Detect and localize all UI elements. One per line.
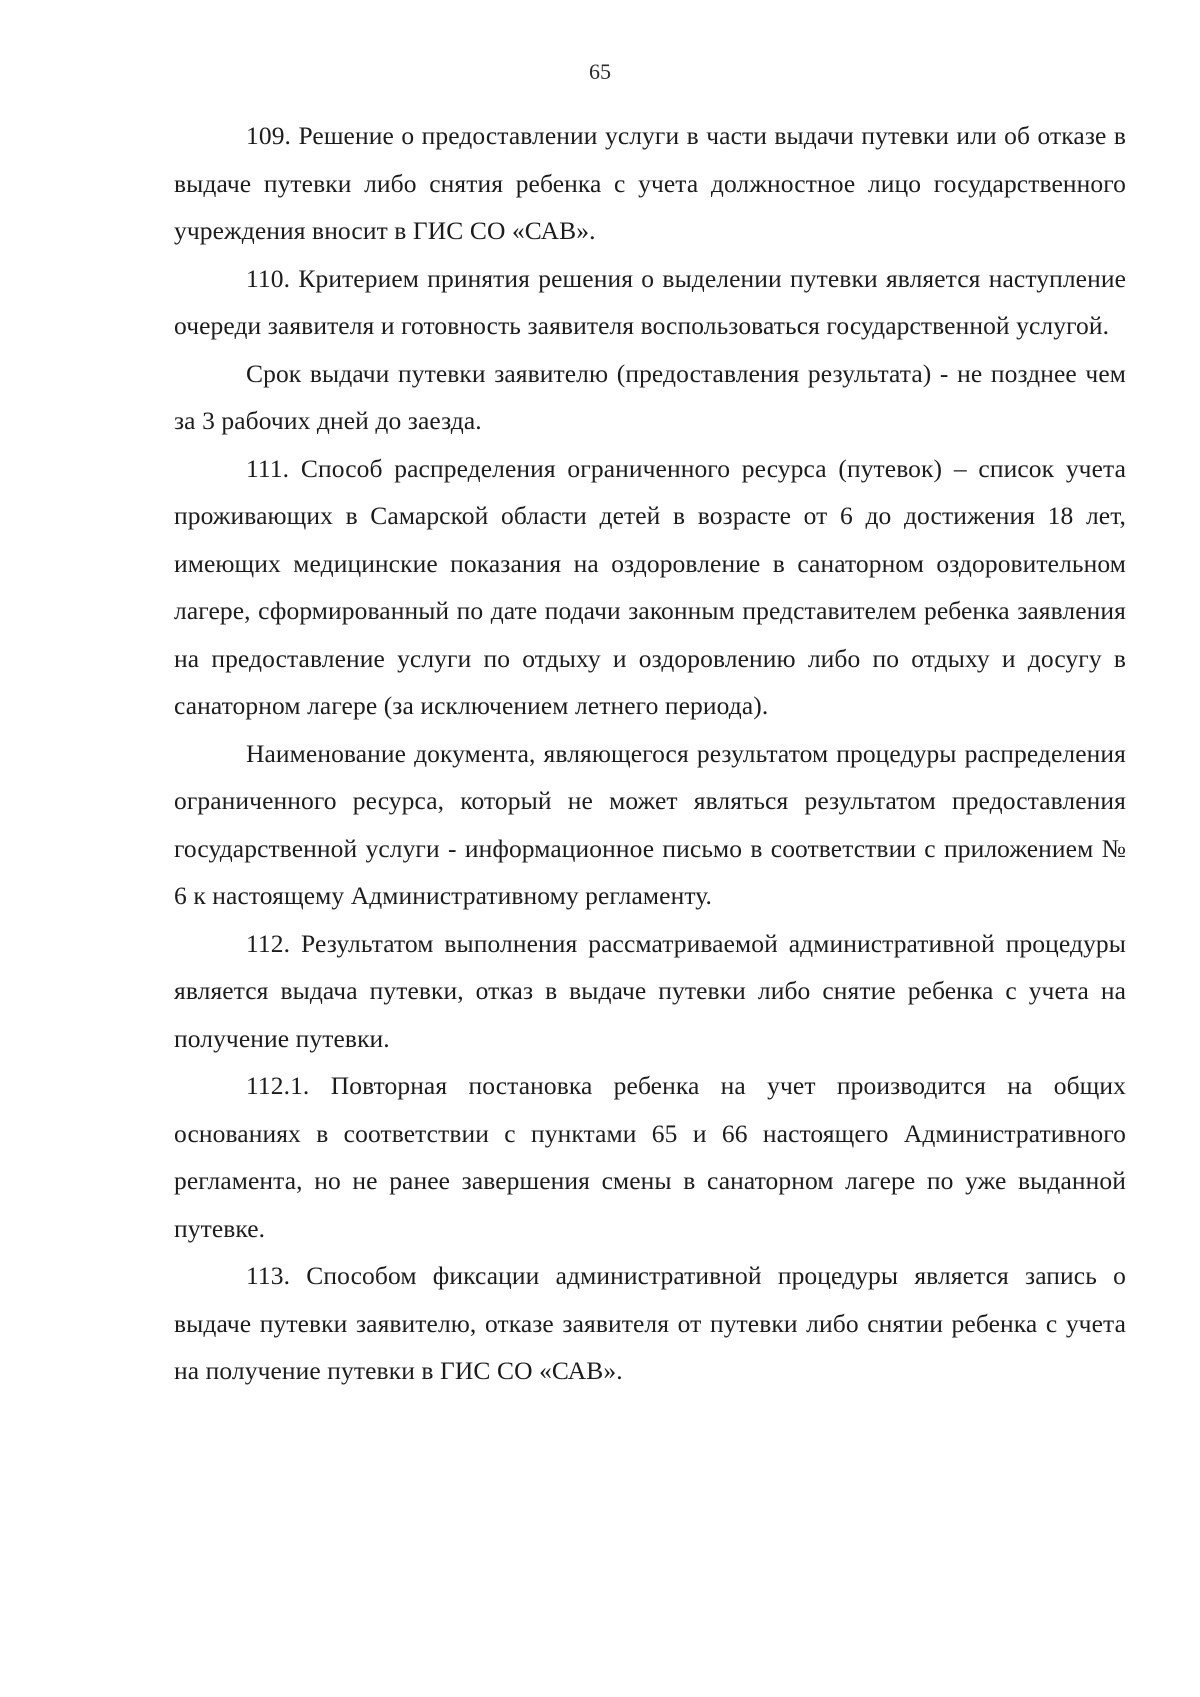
page-number: 65	[589, 59, 611, 84]
paragraph-110-deadline: Срок выдачи путевки заявителю (предоставления результата) - не позднее чем за 3 рабочих дней до заезда.	[174, 358, 1126, 435]
paragraph-112-1: 112.1. Повторная постановка ребенка на учет производится на общих основаниях в соответствии с пунктами 65 и 66 настоящего Административного регламента, но не ранее завершения смены в санаторном лагере по уже выданной путевке.	[174, 1071, 1126, 1243]
paragraph-113: 113. Способом фиксации административной процедуры является запись о выдаче путевки заявителю, отказе заявителя от путевки либо снятии ребенка с учета на получение путевки в ГИС СО «САВ».	[174, 1261, 1126, 1385]
paragraph-111: 111. Способ распределения ограниченного ресурса (путевок) – список учета проживающих в Самарской области детей в возрасте от 6 до достижения 18 лет, имеющих медицинские показания на оздоровление в санаторном оздоровительном лагере, сформированный по дате подачи законным представителем ребенка заявления на предоставление услуги по отдыху и оздоровлению либо по отдыху и досугу в санаторном лагере (за исключением летнего периода).	[174, 453, 1126, 720]
document-body	[174, 112, 1126, 1395]
paragraph-110: 110. Критерием принятия решения о выделении путевки является наступление очереди заявителя и готовность заявителя воспользоваться государственной услугой.	[174, 263, 1126, 340]
paragraph-109: 109. Решение о предоставлении услуги в части выдачи путевки или об отказе в выдаче путевки либо снятия ребенка с учета должностное лицо государственного учреждения вносит в ГИС СО «САВ».	[174, 121, 1126, 245]
paragraph-112: 112. Результатом выполнения рассматриваемой административной процедуры является выдача путевки, отказ в выдаче путевки либо снятие ребенка с учета на получение путевки.	[174, 928, 1126, 1053]
paragraph-111-document-name: Наименование документа, являющегося результатом процедуры распределения ограниченного ресурса, который не может являться результатом предоставления государственной услуги - информационное письмо в соответствии с приложением № 6 к настоящему Административному регламенту.	[174, 738, 1126, 910]
